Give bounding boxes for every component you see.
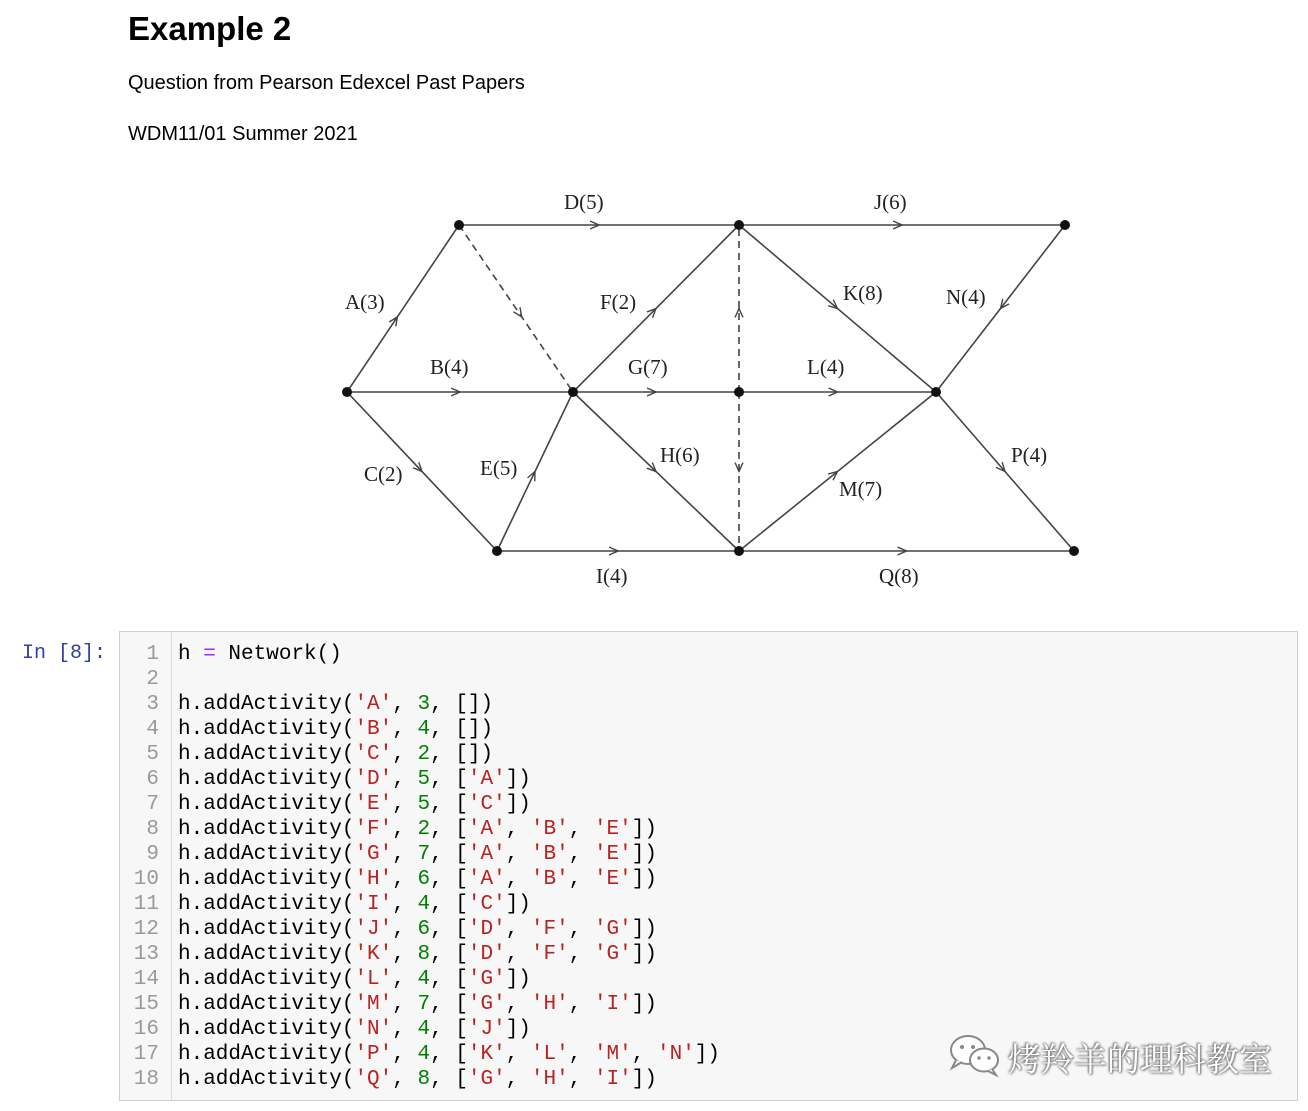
activity-label-C: C(2) xyxy=(364,462,403,486)
code-token: ]) xyxy=(505,768,531,791)
code-line[interactable] xyxy=(178,742,493,767)
watermark xyxy=(946,1030,1276,1080)
line-number: 11 xyxy=(133,893,159,916)
code-token: h.addActivity( xyxy=(178,718,355,741)
code-token-str: 'D' xyxy=(467,943,506,966)
activity-label-G: G(7) xyxy=(628,355,668,379)
code-line[interactable] xyxy=(178,1067,657,1092)
code-token-str: 'E' xyxy=(593,843,632,866)
code-token-str: 'B' xyxy=(354,718,393,741)
activity-arrow-K xyxy=(836,307,838,308)
code-token: , []) xyxy=(430,743,494,766)
code-token: , xyxy=(568,1068,594,1091)
event-node xyxy=(454,220,464,230)
line-number-gutter xyxy=(120,632,172,1100)
code-token: , xyxy=(392,693,418,716)
code-token: , [ xyxy=(430,1018,468,1041)
code-token-str: 'H' xyxy=(354,868,393,891)
code-token: , xyxy=(568,1043,594,1066)
code-token-num: 4 xyxy=(417,1043,431,1066)
line-number: 16 xyxy=(133,1018,159,1041)
code-token-str: 'J' xyxy=(467,1018,506,1041)
code-token: ]) xyxy=(694,1043,721,1066)
code-token: , xyxy=(392,718,418,741)
code-token: , [ xyxy=(430,768,468,791)
event-node xyxy=(734,387,744,397)
code-token: , xyxy=(568,918,594,941)
code-token: ]) xyxy=(631,868,657,891)
code-token-num: 5 xyxy=(417,768,431,791)
code-line[interactable] xyxy=(178,817,657,842)
code-token: , xyxy=(568,993,594,1016)
event-node xyxy=(1069,546,1079,556)
code-line[interactable] xyxy=(178,967,531,992)
code-token-str: 'A' xyxy=(354,693,393,716)
code-token-num: 3 xyxy=(417,693,431,716)
code-token-str: 'M' xyxy=(354,993,393,1016)
code-token-str: 'I' xyxy=(593,1068,632,1091)
line-number: 9 xyxy=(146,843,159,866)
code-token-op: = xyxy=(203,643,216,666)
code-token: h.addActivity( xyxy=(178,943,355,966)
code-token: h.addActivity( xyxy=(178,693,355,716)
code-token: h.addActivity( xyxy=(178,968,355,991)
code-token-str: 'D' xyxy=(467,918,506,941)
dummy-1-arrow xyxy=(521,315,522,317)
code-token-str: 'H' xyxy=(530,1068,569,1091)
code-token: , [ xyxy=(430,893,468,916)
code-token: , xyxy=(392,1018,418,1041)
code-token: , [ xyxy=(430,818,468,841)
code-token: h.addActivity( xyxy=(178,793,355,816)
code-token: , xyxy=(392,743,418,766)
code-token-str: 'C' xyxy=(354,743,393,766)
event-node xyxy=(931,387,941,397)
code-token: , [ xyxy=(430,993,468,1016)
line-number: 13 xyxy=(133,943,159,966)
code-token-num: 7 xyxy=(417,993,431,1016)
code-token: ]) xyxy=(631,1068,657,1091)
code-token-str: 'G' xyxy=(354,843,393,866)
code-token-str: 'E' xyxy=(354,793,393,816)
activity-label-M: M(7) xyxy=(839,477,883,501)
code-token-str: 'C' xyxy=(467,893,506,916)
code-token-str: 'I' xyxy=(354,893,393,916)
code-token: h.addActivity( xyxy=(178,818,355,841)
code-token: , xyxy=(631,1043,657,1066)
line-number: 17 xyxy=(133,1043,159,1066)
activity-arrow-A xyxy=(396,317,397,319)
code-line[interactable] xyxy=(178,917,657,942)
activity-label-B: B(4) xyxy=(430,355,469,379)
code-token: , []) xyxy=(430,718,494,741)
code-token-str: 'A' xyxy=(467,868,506,891)
event-node xyxy=(734,546,744,556)
code-line[interactable] xyxy=(178,942,657,967)
code-token-str: 'K' xyxy=(354,943,393,966)
code-token-str: 'L' xyxy=(354,968,393,991)
line-number: 1 xyxy=(146,643,159,666)
code-token-str: 'N' xyxy=(656,1043,695,1066)
line-number: 8 xyxy=(146,818,159,841)
code-token-num: 4 xyxy=(417,968,431,991)
activity-label-L: L(4) xyxy=(807,355,845,379)
code-token: ]) xyxy=(631,943,657,966)
code-line[interactable] xyxy=(178,792,531,817)
activity-label-K: K(8) xyxy=(843,281,883,305)
event-node xyxy=(568,387,578,397)
code-token: , xyxy=(568,868,594,891)
code-token: h xyxy=(178,643,204,666)
code-token-str: 'A' xyxy=(467,768,506,791)
code-token-num: 4 xyxy=(417,1018,431,1041)
code-line[interactable] xyxy=(178,1042,720,1067)
code-token-str: 'E' xyxy=(593,818,632,841)
event-node xyxy=(1060,220,1070,230)
code-token: , xyxy=(505,918,531,941)
line-number: 3 xyxy=(146,693,159,716)
code-token-str: 'H' xyxy=(530,993,569,1016)
wechat-icon xyxy=(946,1030,1006,1080)
code-line[interactable] xyxy=(178,1017,531,1042)
code-line[interactable] xyxy=(178,767,531,792)
code-token: h.addActivity( xyxy=(178,768,355,791)
code-token: h.addActivity( xyxy=(178,893,355,916)
code-token-num: 6 xyxy=(417,868,431,891)
code-token: , xyxy=(392,793,418,816)
code-token-num: 4 xyxy=(417,893,431,916)
code-token: , [ xyxy=(430,968,468,991)
code-token: , xyxy=(568,943,594,966)
code-token: , xyxy=(505,993,531,1016)
code-token: , [ xyxy=(430,1043,468,1066)
code-token: , xyxy=(505,843,531,866)
code-token: , xyxy=(392,868,418,891)
code-token-str: 'E' xyxy=(593,868,632,891)
code-token-num: 4 xyxy=(417,718,431,741)
activity-label-E: E(5) xyxy=(480,456,518,480)
code-token: , xyxy=(505,1043,531,1066)
code-token-str: 'G' xyxy=(467,1068,506,1091)
code-token: , xyxy=(505,868,531,891)
dummy-1-edge xyxy=(459,225,573,392)
code-token: , xyxy=(392,893,418,916)
activity-label-I: I(4) xyxy=(596,564,628,588)
code-token: h.addActivity( xyxy=(178,868,355,891)
code-line[interactable] xyxy=(178,842,657,867)
activity-label-F: F(2) xyxy=(600,290,637,314)
code-token: , xyxy=(392,993,418,1016)
code-token-num: 6 xyxy=(417,918,431,941)
code-token: ]) xyxy=(505,1018,531,1041)
code-token: , xyxy=(392,918,418,941)
code-token: , xyxy=(392,943,418,966)
code-token: , xyxy=(392,968,418,991)
code-token: , [ xyxy=(430,843,468,866)
activity-arrow-C xyxy=(421,470,422,471)
code-token: , xyxy=(505,1068,531,1091)
event-node xyxy=(734,220,744,230)
code-token-str: 'B' xyxy=(530,818,569,841)
code-token-str: 'D' xyxy=(354,768,393,791)
line-number: 6 xyxy=(146,768,159,791)
code-token: ]) xyxy=(631,918,657,941)
code-token: ]) xyxy=(631,843,657,866)
code-token: , xyxy=(392,1068,418,1091)
line-number: 14 xyxy=(133,968,159,991)
code-token: h.addActivity( xyxy=(178,918,355,941)
code-token: ]) xyxy=(505,968,531,991)
code-token-str: 'L' xyxy=(530,1043,569,1066)
code-token-str: 'F' xyxy=(354,818,393,841)
code-line[interactable] xyxy=(178,892,531,917)
event-node xyxy=(492,546,502,556)
line-number: 10 xyxy=(133,868,159,891)
code-token: , xyxy=(568,843,594,866)
code-token-str: 'G' xyxy=(593,918,632,941)
activity-label-N: N(4) xyxy=(946,285,986,309)
line-number: 7 xyxy=(146,793,159,816)
code-line[interactable] xyxy=(178,717,493,742)
activity-label-A: A(3) xyxy=(345,290,385,314)
source-text: Question from Pearson Edexcel Past Papers xyxy=(128,72,525,94)
paper-reference-text: WDM11/01 Summer 2021 xyxy=(128,123,358,145)
code-token: ]) xyxy=(631,993,657,1016)
code-token-num: 2 xyxy=(417,818,431,841)
code-token-str: 'N' xyxy=(354,1018,393,1041)
code-token-num: 2 xyxy=(417,743,431,766)
code-token-str: 'Q' xyxy=(354,1068,393,1091)
code-token: , [ xyxy=(430,1068,468,1091)
input-prompt: In [8]: xyxy=(22,642,107,665)
code-token: ]) xyxy=(505,793,531,816)
code-line[interactable] xyxy=(178,992,657,1017)
code-token: , xyxy=(392,768,418,791)
code-token: h.addActivity( xyxy=(178,1043,355,1066)
code-token: h.addActivity( xyxy=(178,1068,355,1091)
code-token-str: 'A' xyxy=(467,818,506,841)
code-token-str: 'G' xyxy=(467,993,506,1016)
code-token-num: 8 xyxy=(417,943,431,966)
activity-arrow-H xyxy=(655,470,656,471)
code-token: h.addActivity( xyxy=(178,993,355,1016)
line-number: 15 xyxy=(133,993,159,1016)
activity-arrow-M xyxy=(836,472,838,473)
code-line[interactable] xyxy=(178,867,657,892)
code-token-str: 'G' xyxy=(593,943,632,966)
activity-arrow-F xyxy=(655,309,656,310)
activity-label-D: D(5) xyxy=(564,190,604,214)
code-token: , [ xyxy=(430,918,468,941)
activity-label-P: P(4) xyxy=(1011,443,1048,467)
code-token-str: 'C' xyxy=(467,793,506,816)
code-token: Network() xyxy=(215,643,342,666)
code-token: h.addActivity( xyxy=(178,1018,355,1041)
code-line[interactable] xyxy=(178,692,493,717)
line-number: 5 xyxy=(146,743,159,766)
code-token-num: 8 xyxy=(417,1068,431,1091)
code-token-str: 'M' xyxy=(593,1043,632,1066)
code-line[interactable] xyxy=(178,642,342,667)
code-token: , xyxy=(392,1043,418,1066)
code-token: h.addActivity( xyxy=(178,843,355,866)
activity-label-Q: Q(8) xyxy=(879,564,919,588)
code-token: , [ xyxy=(430,943,468,966)
code-token-str: 'J' xyxy=(354,918,393,941)
code-token: , xyxy=(568,818,594,841)
line-number: 18 xyxy=(133,1068,159,1091)
activity-arrow-E xyxy=(534,472,535,474)
code-token-str: 'F' xyxy=(530,918,569,941)
page-title: Example 2 xyxy=(128,10,292,47)
line-number: 12 xyxy=(133,918,159,941)
watermark-text: 烤羚羊的理科教室 xyxy=(1008,1040,1272,1079)
code-token-num: 7 xyxy=(417,843,431,866)
code-token-str: 'B' xyxy=(530,868,569,891)
line-number: 4 xyxy=(146,718,159,741)
event-node xyxy=(342,387,352,397)
code-token-str: 'I' xyxy=(593,993,632,1016)
activity-label-J: J(6) xyxy=(874,190,907,214)
code-token-str: 'P' xyxy=(354,1043,393,1066)
code-token: , [ xyxy=(430,868,468,891)
activity-arrow-N xyxy=(1001,307,1002,309)
activity-arrow-P xyxy=(1004,470,1005,472)
activity-label-H: H(6) xyxy=(660,443,700,467)
code-token-num: 5 xyxy=(417,793,431,816)
code-token: , xyxy=(392,818,418,841)
code-token: , xyxy=(392,843,418,866)
code-token-str: 'B' xyxy=(530,843,569,866)
code-token: , xyxy=(505,943,531,966)
code-token: , [ xyxy=(430,793,468,816)
code-token-str: 'A' xyxy=(467,843,506,866)
code-token: ]) xyxy=(631,818,657,841)
code-token: , []) xyxy=(430,693,494,716)
code-token: , xyxy=(505,818,531,841)
code-token: h.addActivity( xyxy=(178,743,355,766)
code-token-str: 'K' xyxy=(467,1043,506,1066)
line-number: 2 xyxy=(146,668,159,691)
code-token: ]) xyxy=(505,893,531,916)
code-token-str: 'F' xyxy=(530,943,569,966)
code-token-str: 'G' xyxy=(467,968,506,991)
